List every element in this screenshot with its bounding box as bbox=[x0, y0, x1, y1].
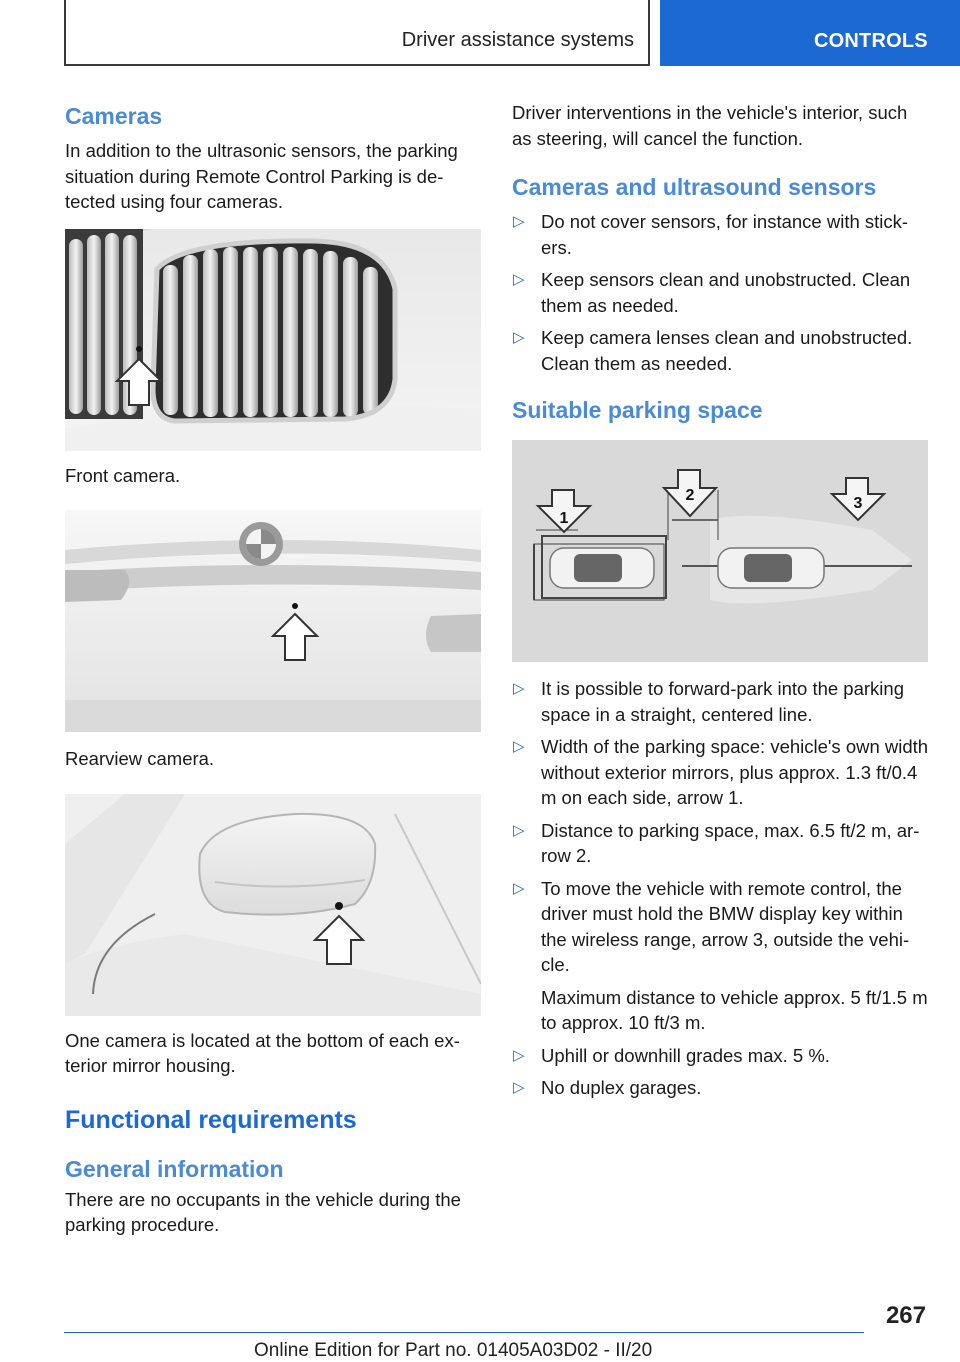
cameras-intro: In addition to the ultrasonic sensors, the parking situation during Remote Control Parking is detected using four cameras. bbox=[65, 140, 458, 212]
triangle-bullet-icon: ▷ bbox=[513, 738, 525, 755]
triangle-bullet-icon: ▷ bbox=[513, 879, 525, 897]
diagram-label-2: 2 bbox=[685, 487, 695, 504]
list-item: ▷ Uphill or downhill grades max. 5 %. bbox=[512, 1043, 930, 1069]
list-item: ▷ Keep camera lenses clean and unobstructed. Clean them as needed. bbox=[513, 327, 913, 374]
functional-requirements-heading: Functional requirements bbox=[65, 1105, 357, 1134]
mirror-camera-caption: One camera is located at the bottom of each exterior mirror housing. bbox=[65, 1029, 460, 1076]
front-camera-illustration bbox=[65, 229, 481, 451]
header-frame bbox=[64, 0, 650, 66]
header-section-title: Driver assistance systems bbox=[401, 29, 634, 51]
diagram-label-3: 3 bbox=[853, 495, 863, 512]
triangle-bullet-icon: ▷ bbox=[513, 1079, 525, 1096]
parked-car-graphic bbox=[550, 548, 654, 588]
parking-space-heading: Suitable parking space bbox=[512, 397, 763, 423]
general-information-text: There are no occupants in the vehicle during the parking procedure. bbox=[65, 1188, 461, 1235]
rearview-camera-illustration bbox=[65, 510, 481, 732]
parking-space-diagram bbox=[512, 440, 928, 662]
approaching-car-graphic bbox=[718, 548, 824, 588]
general-information-heading: General information bbox=[65, 1155, 284, 1182]
list-item: ▷ Width of the parking space: vehicle's own width without exterior mirrors, plus approx. 1.3 ft/0.4 m on each side, arrow 1. bbox=[513, 736, 929, 808]
list-item: ▷ Keep sensors clean and unobstructed. Clean them as needed. bbox=[513, 269, 911, 316]
mirror-camera-illustration bbox=[65, 794, 481, 1016]
distance-note: Maximum distance to vehicle approx. 5 ft/1.5 m to approx. 10 ft/3 m. bbox=[541, 986, 928, 1033]
sensor-list bbox=[512, 209, 930, 376]
triangle-bullet-icon: ▷ bbox=[513, 329, 525, 346]
interventions-text: Driver interventions in the vehicle's interior, such as steering, will cancel the function. bbox=[512, 102, 908, 149]
right-column bbox=[512, 100, 930, 1108]
triangle-bullet-icon: ▷ bbox=[513, 271, 525, 288]
footer-edition: Online Edition for Part no. 01405A03D02 - II/20 bbox=[254, 1340, 653, 1361]
list-item: ▷ To move the vehicle with remote control, the driver must hold the BMW display key within the wireless range, arrow 3, outside the vehicle. Maximum distance to vehicle approx. 5 ft/1.5 m to approx. 10 ft/3 m. bbox=[512, 876, 930, 1036]
parking-requirements-list bbox=[512, 676, 930, 1101]
triangle-bullet-icon: ▷ bbox=[513, 1046, 525, 1064]
list-item: ▷ Distance to parking space, max. 6.5 ft/2 m, arrow 2. bbox=[513, 819, 920, 866]
sensors-heading: Cameras and ultrasound sensors bbox=[512, 174, 877, 200]
triangle-bullet-icon: ▷ bbox=[513, 213, 525, 230]
header-chapter-label: CONTROLS bbox=[814, 30, 928, 52]
diagram-label-1: 1 bbox=[559, 510, 569, 527]
list-item: ▷ No duplex garages. bbox=[512, 1075, 930, 1101]
rearview-camera-caption: Rearview camera. bbox=[65, 748, 215, 769]
header-chapter-tab bbox=[660, 0, 960, 66]
list-item: ▷ Do not cover sensors, for instance with stickers. bbox=[513, 211, 909, 258]
triangle-bullet-icon: ▷ bbox=[513, 680, 525, 697]
left-column bbox=[65, 100, 481, 1238]
list-item: ▷ It is possible to forward-park into the parking space in a straight, centered line. bbox=[513, 678, 904, 725]
triangle-bullet-icon: ▷ bbox=[513, 821, 525, 839]
cameras-heading: Cameras bbox=[65, 103, 163, 129]
footer-divider bbox=[64, 1332, 864, 1333]
page-number: 267 bbox=[885, 1302, 926, 1329]
front-camera-caption: Front camera. bbox=[65, 464, 181, 486]
